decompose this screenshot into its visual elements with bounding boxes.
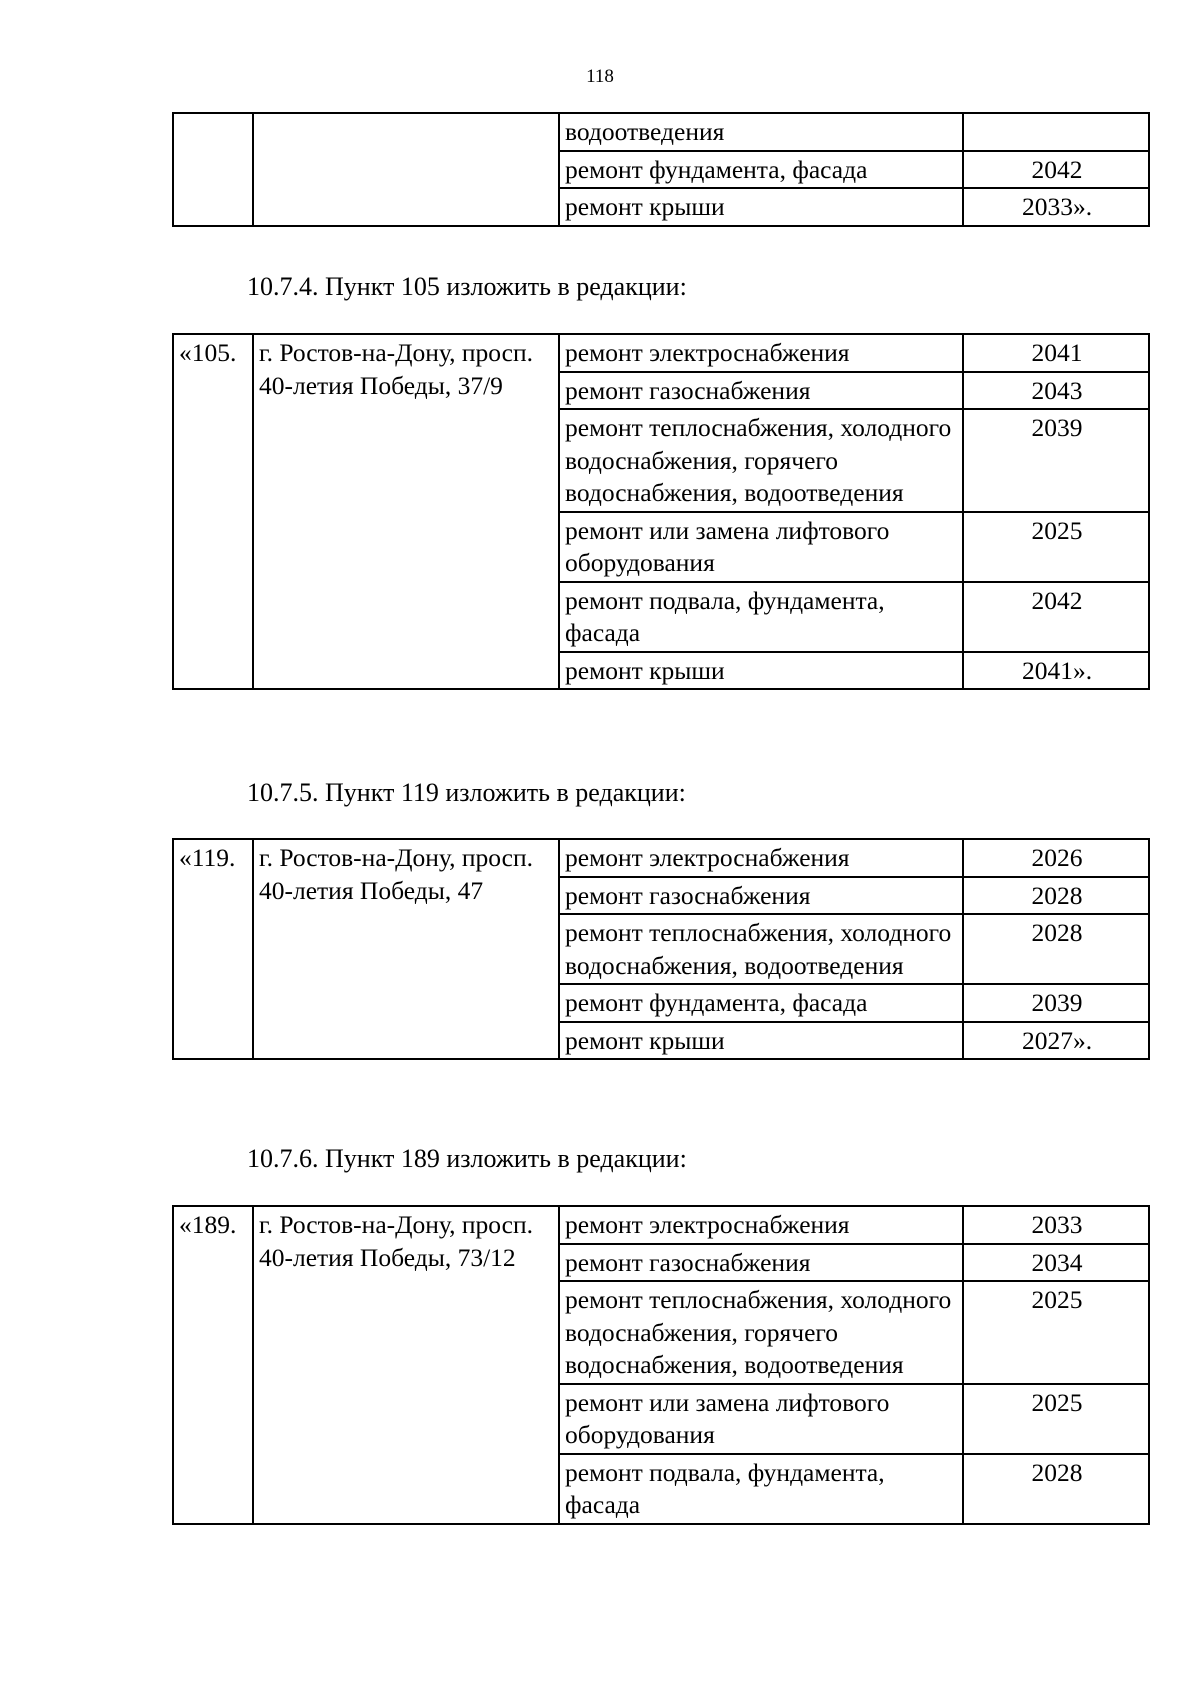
- year-cell: 2039: [963, 984, 1149, 1022]
- work-cell: ремонт крыши: [559, 1022, 963, 1060]
- year-cell: 2026: [963, 839, 1149, 877]
- section-heading: 10.7.4. Пункт 105 изложить в редакции:: [247, 272, 687, 301]
- year-cell: 2041».: [963, 652, 1149, 690]
- year-cell: 2028: [963, 1454, 1149, 1524]
- item-number: «189.: [173, 1206, 253, 1524]
- year-cell: 2033: [963, 1206, 1149, 1244]
- year-cell: 2033».: [963, 188, 1149, 226]
- year-cell: 2042: [963, 582, 1149, 652]
- work-cell: ремонт фундамента, фасада: [559, 151, 963, 189]
- work-cell: ремонт или замена лифтового оборудования: [559, 1384, 963, 1454]
- work-cell: ремонт теплоснабжения, холодного водоснабжения, горячего водоснабжения, водоотведения: [559, 1281, 963, 1384]
- work-cell: ремонт крыши: [559, 652, 963, 690]
- year-cell: 2028: [963, 877, 1149, 915]
- year-cell: 2039: [963, 409, 1149, 512]
- year-cell: 2043: [963, 372, 1149, 410]
- year-cell: 2025: [963, 512, 1149, 582]
- work-cell: ремонт подвала, фундамента, фасада: [559, 1454, 963, 1524]
- table-row: [173, 839, 1149, 877]
- section-heading: 10.7.5. Пункт 119 изложить в редакции:: [247, 778, 686, 807]
- address-cell: [253, 113, 559, 226]
- table-row: [173, 113, 1149, 151]
- work-cell: ремонт электроснабжения: [559, 1206, 963, 1244]
- work-cell: ремонт теплоснабжения, холодного водоснабжения, водоотведения: [559, 914, 963, 984]
- section-heading: 10.7.6. Пункт 189 изложить в редакции:: [247, 1144, 687, 1173]
- year-cell: [963, 113, 1149, 151]
- work-cell: ремонт фундамента, фасада: [559, 984, 963, 1022]
- year-cell: 2027».: [963, 1022, 1149, 1060]
- work-cell: ремонт подвала, фундамента, фасада: [559, 582, 963, 652]
- work-cell: ремонт газоснабжения: [559, 1244, 963, 1282]
- year-cell: 2042: [963, 151, 1149, 189]
- table-row: [173, 1206, 1149, 1244]
- item-105-table: [172, 333, 1150, 690]
- work-cell: ремонт или замена лифтового оборудования: [559, 512, 963, 582]
- continuation-table: [172, 112, 1150, 227]
- item-189-table: [172, 1205, 1150, 1525]
- work-cell: ремонт газоснабжения: [559, 372, 963, 410]
- year-cell: 2028: [963, 914, 1149, 984]
- address-cell: г. Ростов-на-Дону, просп. 40-летия Победы, 47: [253, 839, 559, 1059]
- item-119-table: [172, 838, 1150, 1060]
- work-cell: водоотведения: [559, 113, 963, 151]
- year-cell: 2025: [963, 1384, 1149, 1454]
- year-cell: 2025: [963, 1281, 1149, 1384]
- item-number: «105.: [173, 334, 253, 689]
- item-number: «119.: [173, 839, 253, 1059]
- work-cell: ремонт крыши: [559, 188, 963, 226]
- work-cell: ремонт электроснабжения: [559, 839, 963, 877]
- work-cell: ремонт электроснабжения: [559, 334, 963, 372]
- year-cell: 2034: [963, 1244, 1149, 1282]
- table-row: [173, 334, 1149, 372]
- year-cell: 2041: [963, 334, 1149, 372]
- address-cell: г. Ростов-на-Дону, просп. 40-летия Победы, 73/12: [253, 1206, 559, 1524]
- page-number: 118: [586, 66, 614, 87]
- address-cell: г. Ростов-на-Дону, просп. 40-летия Победы, 37/9: [253, 334, 559, 689]
- work-cell: ремонт теплоснабжения, холодного водоснабжения, горячего водоснабжения, водоотведения: [559, 409, 963, 512]
- work-cell: ремонт газоснабжения: [559, 877, 963, 915]
- num-cell: [173, 113, 253, 226]
